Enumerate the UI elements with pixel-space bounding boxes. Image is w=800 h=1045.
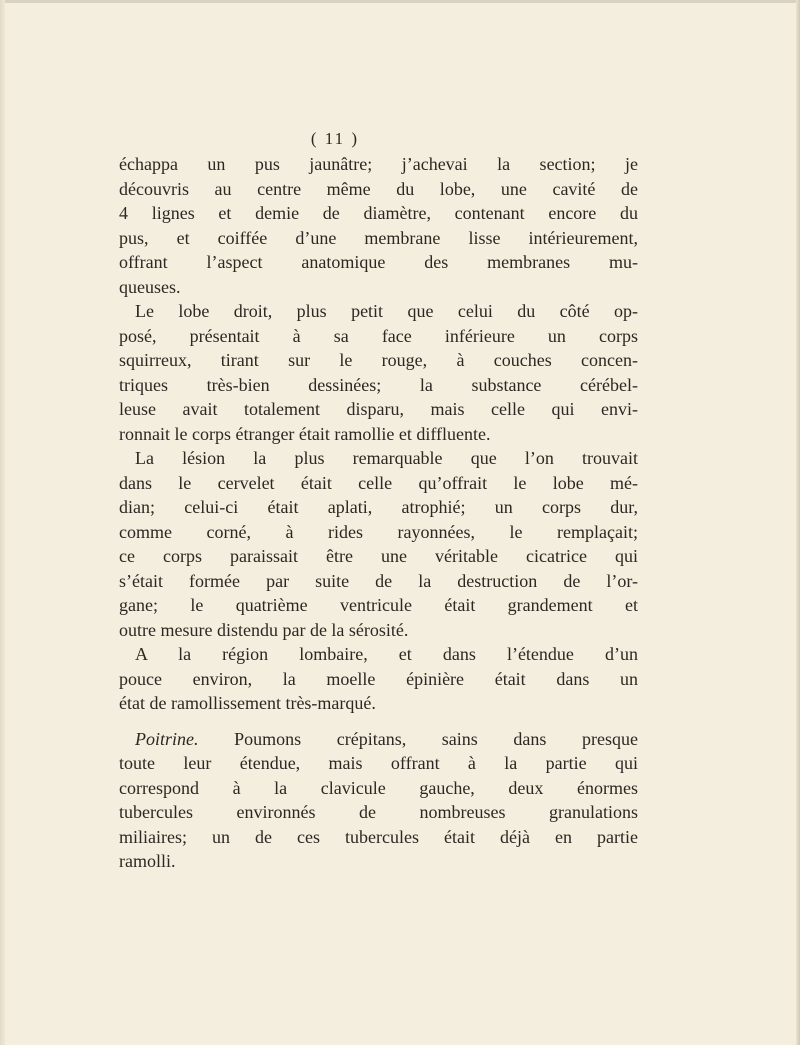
text-line: découvris au centre même du lobe, une cavité de	[119, 178, 638, 199]
text-line: toute leur étendue, mais offrant à la partie qui	[119, 753, 638, 773]
text-line: dans le cervelet était celle qu’offrait le lobe mé-	[119, 472, 638, 493]
text-line: ronnait le corps étranger était ramollie et diffluente.	[119, 423, 491, 444]
paragraph-1	[119, 152, 638, 299]
page-right-edge	[796, 0, 800, 1045]
text-line: outre mesure distendu par de la sérosité.	[119, 619, 409, 640]
text-line: miliaires; un de ces tubercules était déjà en partie	[119, 826, 638, 847]
page-top-edge	[0, 0, 800, 3]
text-line: posé, présentait à sa face inférieure un corps	[119, 325, 638, 346]
text-line-wrap	[119, 299, 638, 324]
text-line-wrap	[119, 446, 638, 471]
page-number: ( 11 )	[310, 129, 360, 148]
paragraph-4	[119, 642, 638, 716]
text-line: dian; celui-ci était aplati, atrophié; un corps dur,	[119, 497, 638, 517]
text-line: état de ramollissement très-marqué.	[119, 693, 376, 713]
text-line: triques très-bien dessinées; la substance cérébel-	[119, 374, 638, 395]
text-line: La lésion la plus remarquable que l’on trouvait	[135, 448, 638, 468]
text-line: queuses.	[119, 276, 181, 297]
page-left-edge	[0, 0, 5, 1045]
paragraph-5	[119, 727, 638, 874]
text-line: 4 lignes et demie de diamètre, contenant encore du	[119, 203, 638, 223]
text-line: Le lobe droit, plus petit que celui du côté op-	[135, 301, 638, 321]
paragraph-3	[119, 446, 638, 642]
text-line: squirreux, tirant sur le rouge, à couches concen-	[119, 350, 638, 370]
text-line: tubercules environnés de nombreuses granulations	[119, 802, 638, 822]
text-line: s’était formée par suite de la destruction de l’or-	[119, 570, 638, 591]
paragraph-2	[119, 299, 638, 446]
text-line: A la région lombaire, et dans l’étendue d’un	[135, 644, 638, 664]
body-text	[119, 152, 638, 874]
text-line: échappa un pus jaunâtre; j’achevai la section; je	[119, 154, 638, 174]
text-line: leuse avait totalement disparu, mais celle qui envi-	[119, 399, 638, 419]
paragraph-gap	[119, 716, 638, 727]
text-line: gane; le quatrième ventricule était grandement et	[119, 595, 638, 615]
text-line: offrant l’aspect anatomique des membranes mu-	[119, 252, 638, 272]
text-line: pus, et coiffée d’une membrane lisse intérieurement,	[119, 227, 638, 248]
text-line: ce corps paraissait être une véritable cicatrice qui	[119, 546, 638, 566]
text-line: pouce environ, la moelle épinière était dans un	[119, 668, 638, 689]
text-line: Poumons crépitans, sains dans presque	[198, 728, 638, 749]
text-line: ramolli.	[119, 851, 176, 871]
text-line-wrap	[119, 642, 638, 667]
text-line: comme corné, à rides rayonnées, le remplaçait;	[119, 521, 638, 542]
text-line-wrap	[119, 727, 638, 752]
text-line: correspond à la clavicule gauche, deux énormes	[119, 777, 638, 798]
section-heading: Poitrine.	[135, 728, 199, 749]
